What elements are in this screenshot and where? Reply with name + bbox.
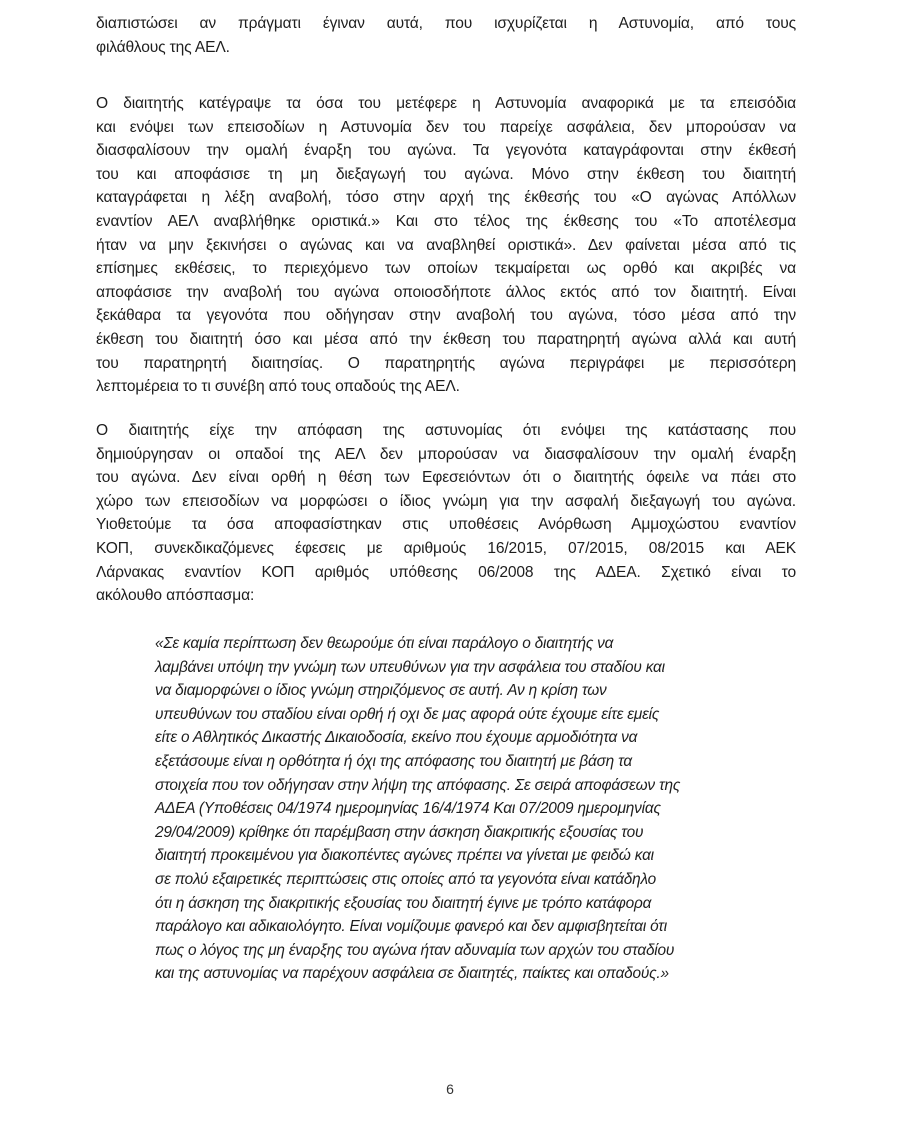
text-line: χώρο των επεισοδίων να μορφώσει ο ίδιος γνώμη για την ασφαλή διεξαγωγή του αγώνα. [96, 492, 796, 510]
text-line: του και αποφάσισε τη μη διεξαγωγή του αγώνα. Μόνο στην έκθεση του διαιτητή [96, 165, 796, 183]
text-line: αποφάσισε την αναβολή του αγώνα οποιοσδήποτε άλλος εκτός από τον διαιτητή. Είναι [96, 283, 796, 301]
text-line: επίσημες εκθέσεις, το περιεχόμενο των οποίων τεκμαίρεται ως ορθό και ακριβές να [96, 260, 796, 278]
paragraph-3 [96, 419, 796, 608]
quote-line: στοιχεία που τον οδήγησαν στην λήψη της απόφασης. Σε σειρά αποφάσεων της [155, 776, 681, 794]
quote-line: λαμβάνει υπόψη την γνώμη των υπευθύνων για την ασφάλεια του σταδίου και [155, 658, 665, 676]
quote-line: εξετάσουμε είναι η ορθότητα ή όχι της απόφασης του διαιτητή με βάση τα [155, 752, 632, 770]
text-line: εναντίον ΑΕΛ αναβλήθηκε οριστικά.» Και στο τέλος της έκθεσης του «Το αποτέλεσμα [96, 212, 796, 230]
text-line: ακόλουθο απόσπασμα: [96, 587, 255, 605]
quote-line: παράλογο και αδικαιολόγητο. Είναι νομίζουμε φανερό και δεν αμφισβητείται ότι [155, 918, 667, 936]
text-line: διασφαλίσουν την ομαλή έναρξη του αγώνα. Τα γεγονότα καταγράφονται στην έκθεσή [96, 142, 796, 160]
quote-line: και της αστυνομίας να παρέχουν ασφάλεια σε διαιτητές, παίκτες και οπαδούς.» [155, 965, 669, 983]
text-line: διαπιστώσει αν πράγματι έγιναν αυτά, που ισχυρίζεται η Αστυνομία, από τους [96, 15, 796, 32]
text-line: Λάρνακας εναντίον ΚΟΠ αριθμός υπόθεσης 06/2008 της ΑΔΕΑ. Σχετικό είναι το [96, 563, 796, 581]
quote-line: υπευθύνων του σταδίου είναι ορθή ή οχι δε μας αφορά ούτε έχουμε είτε εμείς [155, 705, 660, 723]
text-line: καταγράφεται η λέξη αναβολή, τόσο στην αρχή της έκθεσής του «Ο αγώνας Απόλλων [96, 189, 796, 207]
paragraph-1 [96, 12, 796, 59]
text-line: Ο διαιτητής είχε την απόφαση της αστυνομίας ότι ενόψει της κατάστασης που [96, 422, 796, 439]
text-line: δημιούργησαν οι οπαδοί της ΑΕΛ δεν μπορούσαν να διασφαλίσουν την ομαλή έναρξη [96, 445, 796, 463]
quote-line: «Σε καμία περίπτωση δεν θεωρούμε ότι είναι παράλογο ο διαιτητής να [155, 635, 614, 652]
text-line: του παρατηρητή διαιτησίας. Ο παρατηρητής αγώνα περιγράφει με περισσότερη [96, 354, 796, 372]
quote-line: σε πολύ εξαιρετικές περιπτώσεις στις οποίες από τα γεγονότα είναι κατάδηλο [155, 870, 656, 888]
text-line: Υιοθετούμε τα όσα αποφασίστηκαν στις υποθέσεις Ανόρθωση Αμμοχώστου εναντίον [96, 516, 796, 534]
text-line: ΚΟΠ, συνεκδικαζόμενες έφεσεις με αριθμούς 16/2015, 07/2015, 08/2015 και ΑΕΚ [96, 539, 796, 557]
text-line: ήταν να μην ξεκινήσει ο αγώνας και να αναβληθεί οριστικά». Δεν φαίνεται μέσα από τις [96, 236, 796, 254]
quote-line: πως ο λόγος της μη έναρξης του αγώνα ήταν αδυναμία των αρχών του σταδίου [155, 941, 675, 959]
text-line: ξεκάθαρα τα γεγονότα που οδήγησαν στην αναβολή του αγώνα, τόσο μέσα από την [96, 307, 796, 325]
text-line: έκθεση του διαιτητή όσο και μέσα από την έκθεση του παρατηρητή αγώνα αλλά και αυτή [96, 330, 796, 348]
quote-line: είτε ο Αθλητικός Δικαστής Δικαιοδοσία, εκείνο που έχουμε αρμοδιότητα να [155, 729, 638, 747]
quote-line: να διαμορφώνει ο ίδιος γνώμη στηριζόμενος σε αυτή. Αν η κρίση των [155, 682, 607, 700]
quote-line: ότι η άσκηση της διακριτικής εξουσίας του διαιτητή έγινε με τρόπο κατάφορα [155, 894, 652, 912]
quote-line: διαιτητή προκειμένου για διακοπέντες αγώνες πρέπει να γίνεται με φειδώ και [155, 847, 654, 865]
text-line: φιλάθλους της ΑΕΛ. [96, 38, 230, 56]
text-line: του αγώνα. Δεν είναι ορθή η θέση των Εφεσειόντων ότι ο διαιτητής όφειλε να πάει στο [96, 469, 796, 487]
text-line: λεπτομέρεια το τι συνέβη από τους οπαδούς της ΑΕΛ. [96, 378, 460, 396]
text-line: και ενόψει των επεισοδίων η Αστυνομία δεν του παρείχε ασφάλεια, δεν μπορούσαν να [96, 118, 796, 136]
text-line: Ο διαιτητής κατέγραψε τα όσα του μετέφερε η Αστυνομία αναφορικά με τα επεισόδια [96, 95, 796, 112]
paragraph-2 [96, 92, 796, 399]
page-number: 6 [446, 1081, 454, 1097]
quote-line: ΑΔΕΑ (Υποθέσεις 04/1974 ημερομηνίας 16/4/1974 Και 07/2009 ημερομηνίας [155, 800, 661, 818]
block-quote [155, 632, 795, 986]
quote-line: 29/04/2009) κρίθηκε ότι παρέμβαση στην άσκηση διακριτικής εξουσίας του [155, 823, 644, 841]
